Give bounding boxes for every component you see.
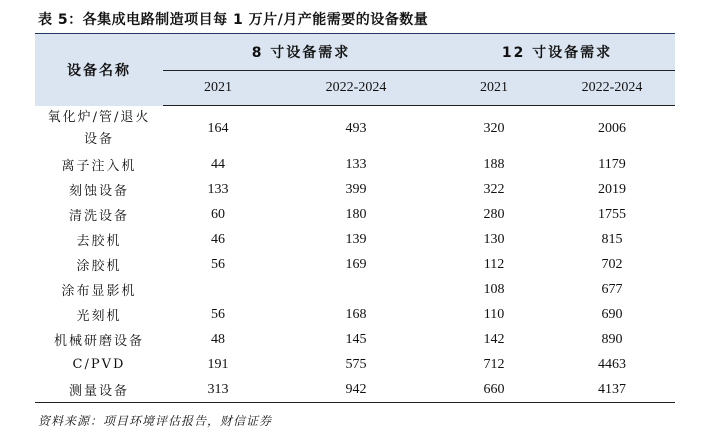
cell-value: 322 [483,181,505,197]
cell-value: 942 [273,377,439,403]
table-row [35,227,675,252]
source-note: 资料来源：项目环境评估报告，财信证券 [38,414,273,428]
cell-value: 139 [345,231,367,247]
table-row [35,152,675,177]
cell-value: 46 [211,231,225,247]
row-name: 氧化炉/管/退火 设备 [47,109,151,147]
cell-value [273,277,439,302]
cell-value: 677 [601,281,623,297]
cell-value: 168 [345,306,367,322]
cell-value: 2019 [598,181,626,197]
cell-value: 815 [601,231,623,247]
row-name: 涂布显影机 [61,284,137,299]
cell-value: 313 [163,377,273,403]
table-row [35,202,675,227]
row-name: 光刻机 [76,309,122,324]
table-row [35,352,675,377]
cell-value: 164 [207,121,229,136]
cell-value: 110 [483,306,505,322]
row-name: 离子注入机 [61,159,137,174]
cell-value: 712 [483,356,505,372]
cell-value: 1179 [598,156,626,172]
header-12inch-2022-2024: 2022-2024 [549,71,675,106]
row-name: 清洗设备 [68,209,129,224]
cell-value: 145 [345,331,367,347]
table-row [35,252,675,277]
table-title: 表 5：各集成电路制造项目每 1 万片/月产能需要的设备数量 [38,12,429,28]
table-row [35,302,675,327]
cell-value: 44 [211,156,225,172]
cell-value: 890 [601,331,623,347]
cell-value: 130 [483,231,505,247]
table-row [35,377,675,403]
cell-value [163,277,273,302]
cell-value: 320 [483,121,505,136]
header-8inch-2022-2024: 2022-2024 [273,71,439,106]
cell-value: 4463 [598,356,626,372]
table-row [35,177,675,202]
cell-value: 188 [483,156,505,172]
row-name: 刻蚀设备 [68,184,129,199]
cell-value: 108 [483,281,505,297]
cell-value: 2006 [598,121,626,136]
cell-value: 702 [601,256,623,272]
cell-value: 690 [601,306,623,322]
cell-value: 133 [207,181,229,197]
equipment-table [35,34,675,403]
cell-value: 493 [345,121,367,136]
row-name: 涂胶机 [76,259,122,274]
header-12inch-2021: 2021 [439,71,549,106]
cell-value: 112 [483,256,505,272]
cell-value: 169 [345,256,367,272]
table-row [35,327,675,352]
table-row [35,277,675,302]
cell-value: 191 [207,356,229,372]
row-name: C/PVD [72,357,126,372]
cell-value: 56 [211,256,225,272]
cell-value: 280 [483,206,505,222]
row-name: 去胶机 [76,234,122,249]
cell-value: 142 [483,331,505,347]
cell-value: 399 [345,181,367,197]
header-12inch-demand: 12 寸设备需求 [439,34,675,71]
table-row [35,106,675,153]
row-name: 机械研磨设备 [53,334,144,349]
cell-value: 575 [345,356,367,372]
cell-value: 56 [211,306,225,322]
cell-value: 60 [211,206,225,222]
header-8inch-2021: 2021 [163,71,273,106]
cell-value: 1755 [598,206,626,222]
cell-value: 4137 [549,377,675,403]
cell-value: 180 [345,206,367,222]
header-8inch-demand: 8 寸设备需求 [163,34,439,71]
header-equipment-name: 设备名称 [35,34,163,106]
cell-value: 133 [345,156,367,172]
cell-value: 660 [439,377,549,403]
cell-value: 48 [211,331,225,347]
row-name: 测量设备 [35,377,163,403]
